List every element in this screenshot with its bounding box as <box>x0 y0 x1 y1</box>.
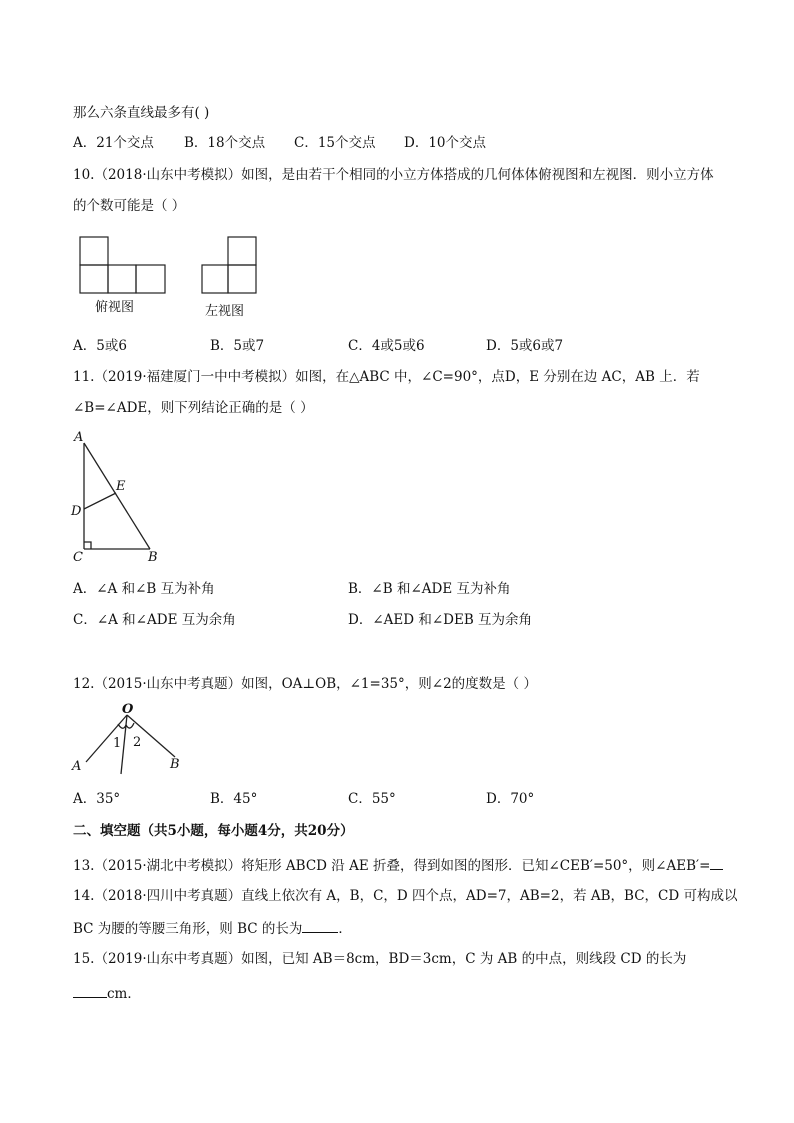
left-view-label: 左视图 <box>205 304 245 319</box>
segment-de <box>84 493 116 509</box>
answer-blank <box>710 855 723 870</box>
left-view-cell <box>202 265 228 293</box>
angle-2-arc <box>126 723 134 728</box>
q14-line1: 14.（2018·四川中考真题）直线上依次有 A，B，C，D 四个点，AD=7，AB=2，若 AB，BC，CD 可构成以 <box>73 888 738 904</box>
point-e-label: E <box>116 479 126 494</box>
q10-figure <box>72 232 272 322</box>
q9-option-b: B．18个交点 <box>184 135 266 151</box>
q9-option-c: C．15个交点 <box>294 135 376 151</box>
q11-option-d: D．∠AED 和∠DEB 互为余角 <box>348 612 533 628</box>
q12-line1: 12.（2015·山东中考真题）如图，OA⊥OB，∠1=35°，则∠2的度数是（ ） <box>73 676 537 692</box>
q13-line1 <box>73 855 723 875</box>
left-view-cell <box>228 237 256 265</box>
point-o-label: O <box>122 702 134 717</box>
top-view-cell <box>80 265 108 293</box>
angle-2-label: 2 <box>133 735 142 750</box>
q10-option-c: C．4或5或6 <box>348 338 425 354</box>
point-d-label: D <box>71 504 82 519</box>
q10-option-d: D．5或6或7 <box>486 338 564 354</box>
q11-line1: 11.（2019·福建厦门一中中考模拟）如图，在△ABC 中，∠C=90°，点D，E 分别在边 AC，AB 上．若 <box>73 369 700 385</box>
angle-1-label: 1 <box>113 736 122 751</box>
top-view-label: 俯视图 <box>95 300 135 315</box>
q14-text: BC 为腰的等腰三角形，则 BC 的长为 <box>73 921 303 937</box>
right-angle-mark <box>84 542 91 549</box>
ray-middle <box>121 715 127 774</box>
q11-option-a: A．∠A 和∠B 互为补角 <box>73 581 215 597</box>
point-a-label: A <box>72 759 82 774</box>
q11-line2: ∠B=∠ADE，则下列结论正确的是（ ） <box>73 400 314 416</box>
q12-figure <box>66 700 196 780</box>
q9-option-a: A．21个交点 <box>73 135 154 151</box>
q12-option-a: A．35° <box>73 791 121 807</box>
q15-line1: 15.（2019·山东中考真题）如图，已知 AB＝8cm，BD＝3cm，C 为 AB 的中点，则线段 CD 的长为 <box>73 951 687 967</box>
q11-figure <box>68 427 168 567</box>
q12-option-d: D．70° <box>486 791 535 807</box>
q15-unit: cm． <box>107 986 141 1002</box>
q15-line2 <box>73 983 141 1003</box>
q9-option-d: D．10个交点 <box>404 135 487 151</box>
point-c-label: C <box>73 550 83 565</box>
top-view-cell <box>108 265 136 293</box>
q14-line2: BC 为腰的等腰三角形，则 BC 的长为 ． <box>73 918 352 938</box>
q12-option-b: B．45° <box>210 791 258 807</box>
q10-option-b: B．5或7 <box>210 338 265 354</box>
q11-option-c: C．∠A 和∠ADE 互为余角 <box>73 612 236 628</box>
answer-blank <box>302 918 338 933</box>
q11-option-b: B．∠B 和∠ADE 互为补角 <box>348 581 511 597</box>
q10-line2: 的个数可能是（ ） <box>73 198 186 214</box>
q10-line1: 10.（2018·山东中考模拟）如图，是由若干个相同的小立方体搭成的几何体体俯视图和左视图．则小立方体 <box>73 167 714 183</box>
answer-blank <box>73 983 107 998</box>
top-view-cell <box>136 265 165 293</box>
point-a-label: A <box>74 430 84 445</box>
point-b-label: B <box>170 757 180 772</box>
section-title: 二、填空题（共5小题，每小题4分，共20分） <box>73 823 354 839</box>
side-ab <box>84 443 150 549</box>
q13-text: 13.（2015·湖北中考模拟）将矩形 ABCD 沿 AE 折叠，得到如图的图形．已知∠CEB′=50°，则∠AEB′= <box>73 858 711 874</box>
q12-option-c: C．55° <box>348 791 396 807</box>
point-b-label: B <box>148 550 158 565</box>
top-view-cell <box>80 237 108 265</box>
q10-option-a: A．5或6 <box>73 338 127 354</box>
q9-stem-tail: 那么六条直线最多有( ) <box>73 105 210 121</box>
left-view-cell <box>228 265 256 293</box>
